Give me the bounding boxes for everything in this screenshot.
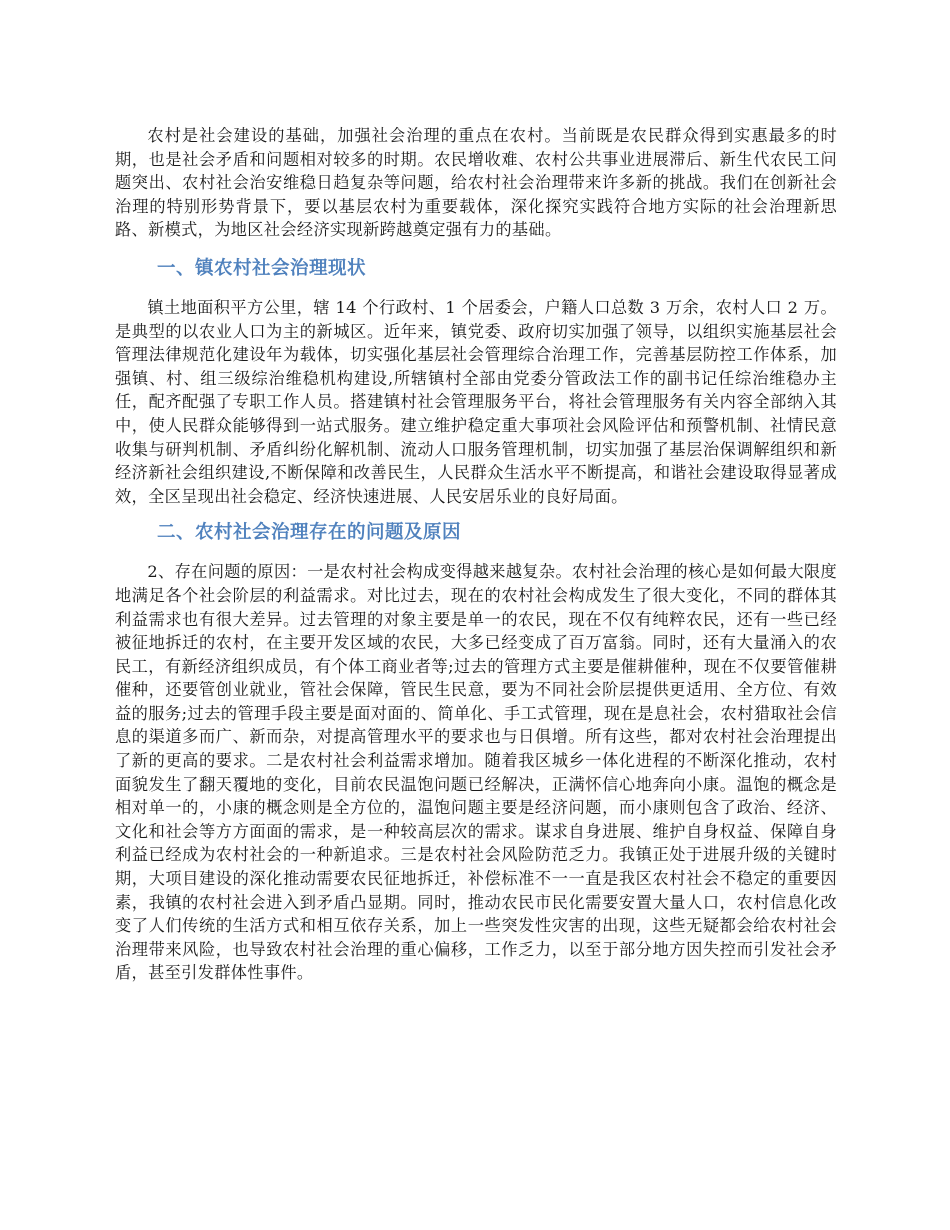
- intro-paragraph: 农村是社会建设的基础，加强社会治理的重点在农村。当前既是农民群众得到实惠最多的时期，也是社会矛盾和问题相对较多的时期。农民增收难、农村公共事业进展滞后、新生代农民工问题突出、农村社会治安维稳日趋复杂等问题，给农村社会治理带来许多新的挑战。我们在创新社会治理的特别形势背景下，要以基层农村为重要载体，深化探究实践符合地方实际的社会治理新思路、新模式，为地区社会经济实现新跨越奠定强有力的基础。: [115, 126, 837, 240]
- section-heading-problems: 二、农村社会治理存在的问题及原因: [157, 522, 462, 544]
- section-problems-paragraph: 2、存在问题的原因：一是农村社会构成变得越来越复杂。农村社会治理的核心是如何最大限度地满足各个社会阶层的利益需求。对比过去，现在的农村社会构成发生了很大变化，不同的群体其利益需求也有很大差异。过去管理的对象主要是单一的农民，现在不仅有纯粹农民，还有一些已经被征地拆迁的农村，在主要开发区域的农民，大多已经变成了百万富翁。同时，还有大量涌入的农民工，有新经济组织成员，有个体工商业者等;过去的管理方式主要是催耕催种，现在不仅要管催耕催种，还要管创业就业，管社会保障，管民生民意，要为不同社会阶层提供更适用、全方位、有效益的服务;过去的管理手段主要是面对面的、简单化、手工式管理，现在是息社会，农村猎取社会信息的渠道多而广、新而杂，对提高管理水平的要求也与日俱增。所有这些，都对农村社会治理提出了新的更高的要求。二是农村社会利益需求增加。随着我区城乡一体化进程的不断深化推动，农村面貌发生了翻天覆地的变化，目前农民温饱问题已经解决，正满怀信心地奔向小康。温饱的概念是相对单一的，小康的概念则是全方位的，温饱问题主要是经济问题，而小康则包含了政治、经济、文化和社会等方方面面的需求，是一种较高层次的需求。谋求自身进展、维护自身权益、保障自身利益已经成为农村社会的一种新追求。三是农村社会风险防范乏力。我镇正处于进展升级的关键时期，大项目建设的深化推动需要农民征地拆迁，补偿标准不一一直是我区农村社会不稳定的重要因素，我镇的农村社会进入到矛盾凸显期。同时，推动农民市民化需要安置大量人口，农村信息化改变了人们传统的生活方式和相互依存关系，加上一些突发性灾害的出现，这些无疑都会给农村社会治理带来风险，也导致农村社会治理的重心偏移，工作乏力，以至于部分地方因失控而引发社会矛盾，甚至引发群体性事件。: [115, 562, 837, 983]
- section-heading-status: 一、镇农村社会治理现状: [157, 257, 367, 279]
- section-status-paragraph: 镇土地面积平方公里，辖 14 个行政村、1 个居委会，户籍人口总数 3 万余，农村人口 2 万。是典型的以农业人口为主的新城区。近年来，镇党委、政府切实加强了领导，以组织实施基层社会管理法律规范化建设年为载体，切实强化基层社会管理综合治理工作，完善基层防控工作体系，加强镇、村、组三级综治维稳机构建设,所辖镇村全部由党委分管政法工作的副书记任综治维稳办主任，配齐配强了专职工作人员。搭建镇村社会管理服务平台，将社会管理服务有关内容全部纳入其中，使人民群众能够得到一站式服务。建立维护稳定重大事项社会风险评估和预警机制、社情民意收集与研判机制、矛盾纠纷化解机制、流动人口服务管理机制，切实加强了基层治保调解组织和新经济新社会组织建设,不断保障和改善民生，人民群众生活水平不断提高，和谐社会建设取得显著成效，全区呈现出社会稳定、经济快速进展、人民安居乐业的良好局面。: [115, 297, 837, 506]
- document-page: [115, 124, 837, 985]
